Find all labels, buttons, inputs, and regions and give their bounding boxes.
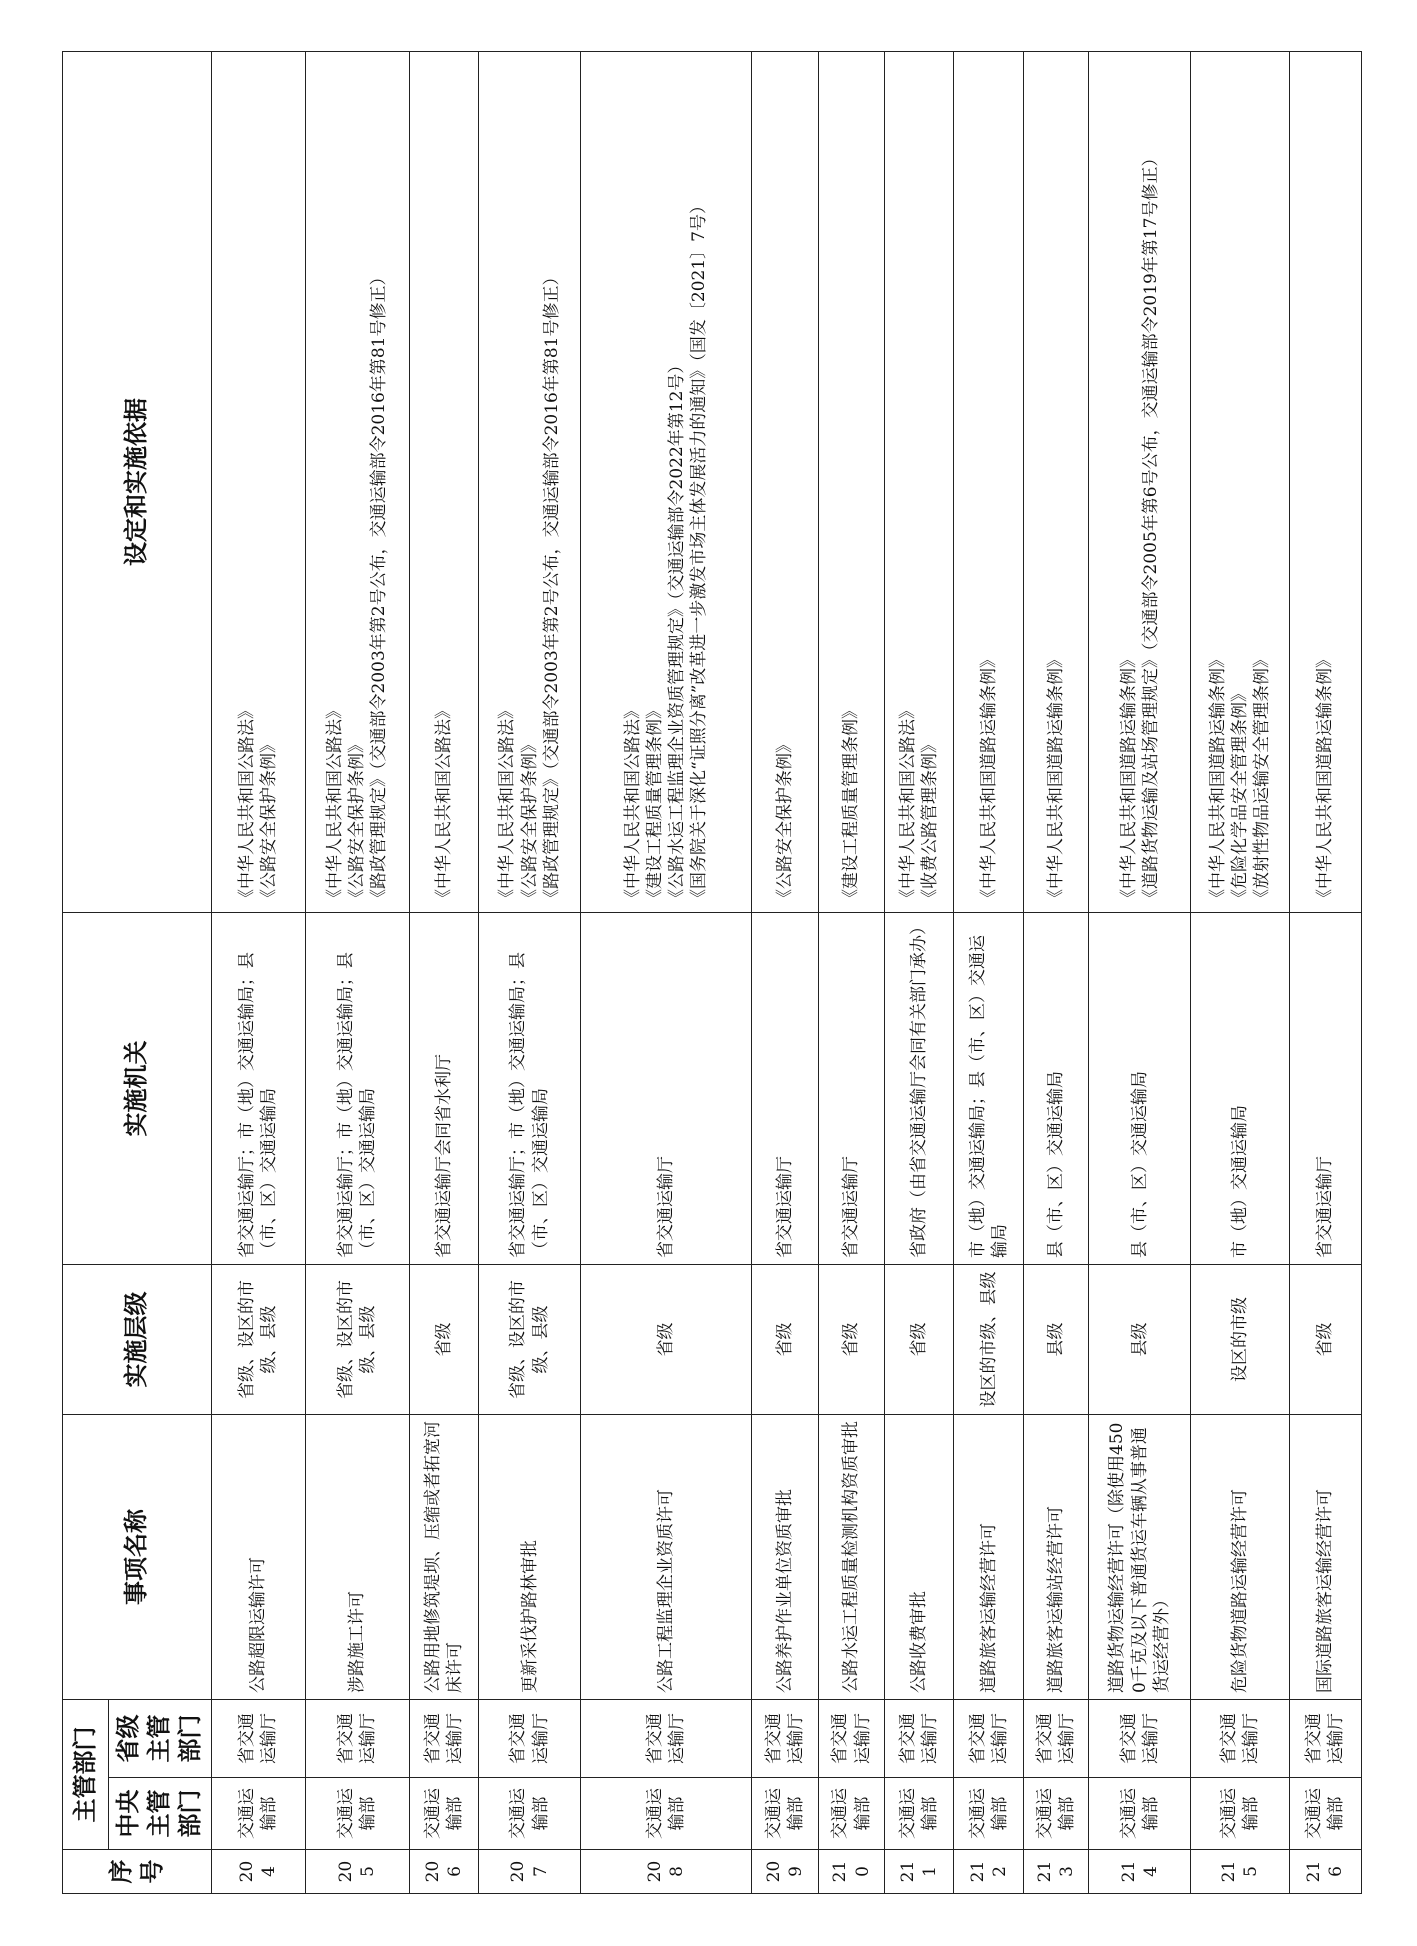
item-name-cell: 公路用地修筑堤坝、压缩或者拓宽河床许可 xyxy=(409,1415,479,1700)
table-row xyxy=(1024,52,1089,1894)
seq-cell: 205 xyxy=(306,1850,410,1894)
table-row xyxy=(884,52,954,1894)
basis-line: 《公路安全保护条例》 xyxy=(347,736,368,906)
level-cell: 省级、设区的市级、县级 xyxy=(211,1265,306,1415)
agency-cell: 市（地）交通运输局；县（市、区）交通运输局 xyxy=(954,913,1024,1265)
provincial-dept-cell: 省交通运输厅 xyxy=(306,1700,410,1778)
basis-cell xyxy=(1089,52,1190,913)
table-row xyxy=(1289,52,1361,1894)
basis-line: 《公路安全保护条例》 xyxy=(519,736,540,906)
agency-cell: 省交通运输厅；市（地）交通运输局；县（市、区）交通运输局 xyxy=(479,913,580,1265)
header-provincial: 省级主管部门 xyxy=(109,1700,212,1778)
central-dept-cell: 交通运输部 xyxy=(409,1778,479,1850)
table-row xyxy=(479,52,580,1894)
central-dept-cell: 交通运输部 xyxy=(211,1778,306,1850)
header-dept-group: 主管部门 xyxy=(63,1700,109,1850)
level-cell: 省级 xyxy=(751,1265,819,1415)
table-row xyxy=(819,52,884,1894)
seq-cell: 213 xyxy=(1024,1850,1089,1894)
seq-cell: 207 xyxy=(479,1850,580,1894)
administrative-licensing-table xyxy=(62,51,1362,1894)
provincial-dept-cell: 省交通运输厅 xyxy=(884,1700,954,1778)
basis-cell xyxy=(819,52,884,913)
item-name-cell: 公路养护作业单位资质审批 xyxy=(751,1415,819,1700)
basis-line: 《公路水运工程监理企业资质管理规定》（交通运输部令2022年第12号） xyxy=(666,356,687,906)
basis-line: 《中华人民共和国公路法》 xyxy=(497,702,518,906)
provincial-dept-cell: 省交通运输厅 xyxy=(479,1700,580,1778)
basis-line: 《建设工程质量管理条例》 xyxy=(841,702,862,906)
central-dept-cell: 交通运输部 xyxy=(306,1778,410,1850)
provincial-dept-cell: 省交通运输厅 xyxy=(1089,1700,1190,1778)
provincial-dept-cell: 省交通运输厅 xyxy=(819,1700,884,1778)
header-item: 事项名称 xyxy=(63,1415,212,1700)
central-dept-cell: 交通运输部 xyxy=(884,1778,954,1850)
table-row xyxy=(580,52,751,1894)
basis-cell xyxy=(211,52,306,913)
basis-cell xyxy=(306,52,410,913)
basis-cell xyxy=(1289,52,1361,913)
seq-cell: 216 xyxy=(1289,1850,1361,1894)
basis-line: 《中华人民共和国道路运输条例》 xyxy=(1118,651,1139,906)
level-cell: 设区的市级、县级 xyxy=(954,1265,1024,1415)
table-body xyxy=(211,52,1361,1894)
item-name-cell: 公路超限运输许可 xyxy=(211,1415,306,1700)
basis-line: 《中华人民共和国公路法》 xyxy=(237,702,258,906)
item-name-cell: 国际道路旅客运输经营许可 xyxy=(1289,1415,1361,1700)
central-dept-cell: 交通运输部 xyxy=(1289,1778,1361,1850)
level-cell: 省级 xyxy=(409,1265,479,1415)
basis-line: 《收费公路管理条例》 xyxy=(920,736,941,906)
basis-cell xyxy=(884,52,954,913)
header-row-1 xyxy=(63,52,109,1894)
seq-cell: 214 xyxy=(1089,1850,1190,1894)
basis-cell xyxy=(1024,52,1089,913)
basis-cell xyxy=(479,52,580,913)
agency-cell: 县（市、区）交通运输局 xyxy=(1024,913,1089,1265)
header-level: 实施层级 xyxy=(63,1265,212,1415)
basis-line: 《中华人民共和国公路法》 xyxy=(434,702,454,906)
agency-cell: 省交通运输厅 xyxy=(1289,913,1361,1265)
central-dept-cell: 交通运输部 xyxy=(751,1778,819,1850)
provincial-dept-cell: 省交通运输厅 xyxy=(211,1700,306,1778)
provincial-dept-cell: 省交通运输厅 xyxy=(580,1700,751,1778)
basis-cell xyxy=(751,52,819,913)
seq-cell: 210 xyxy=(819,1850,884,1894)
provincial-dept-cell: 省交通运输厅 xyxy=(751,1700,819,1778)
seq-cell: 211 xyxy=(884,1850,954,1894)
level-cell: 县级 xyxy=(1089,1265,1190,1415)
item-name-cell: 危险货物道路运输经营许可 xyxy=(1190,1415,1289,1700)
table-row xyxy=(211,52,306,1894)
seq-cell: 208 xyxy=(580,1850,751,1894)
seq-cell: 215 xyxy=(1190,1850,1289,1894)
basis-line: 《中华人民共和国道路运输条例》 xyxy=(978,651,999,906)
basis-line: 《中华人民共和国公路法》 xyxy=(325,702,346,906)
central-dept-cell: 交通运输部 xyxy=(580,1778,751,1850)
agency-cell: 省政府（由省交通运输厅会同有关部门承办） xyxy=(884,913,954,1265)
item-name-cell: 道路旅客运输站经营许可 xyxy=(1024,1415,1089,1700)
basis-cell xyxy=(580,52,751,913)
level-cell: 省级 xyxy=(819,1265,884,1415)
basis-line: 《公路安全保护条例》 xyxy=(775,736,796,906)
provincial-dept-cell: 省交通运输厅 xyxy=(1190,1700,1289,1778)
item-name-cell: 道路旅客运输经营许可 xyxy=(954,1415,1024,1700)
basis-line: 《中华人民共和国道路运输条例》 xyxy=(1315,651,1336,906)
central-dept-cell: 交通运输部 xyxy=(1190,1778,1289,1850)
central-dept-cell: 交通运输部 xyxy=(954,1778,1024,1850)
level-cell: 省级、设区的市级、县级 xyxy=(306,1265,410,1415)
level-cell: 省级 xyxy=(1289,1265,1361,1415)
item-name-cell: 公路水运工程质量检测机构资质审批 xyxy=(819,1415,884,1700)
header-agency: 实施机关 xyxy=(63,913,212,1265)
basis-line: 《国务院关于深化“证照分离”改革进一步激发市场主体发展活力的通知》（国发〔2021〕7号） xyxy=(688,197,709,906)
basis-cell xyxy=(954,52,1024,913)
item-name-cell: 公路收费审批 xyxy=(884,1415,954,1700)
level-cell: 设区的市级 xyxy=(1190,1265,1289,1415)
central-dept-cell: 交通运输部 xyxy=(1024,1778,1089,1850)
basis-line: 《放射性物品运输安全管理条例》 xyxy=(1251,651,1272,906)
basis-line: 《中华人民共和国道路运输条例》 xyxy=(1046,651,1067,906)
basis-line: 《中华人民共和国公路法》 xyxy=(622,702,643,906)
header-central: 中央主管部门 xyxy=(109,1778,212,1850)
table-row xyxy=(954,52,1024,1894)
provincial-dept-cell: 省交通运输厅 xyxy=(1024,1700,1089,1778)
basis-line: 《危险化学品安全管理条例》 xyxy=(1229,685,1250,906)
central-dept-cell: 交通运输部 xyxy=(479,1778,580,1850)
agency-cell: 省交通运输厅 xyxy=(580,913,751,1265)
table-row xyxy=(409,52,479,1894)
basis-line: 《路政管理规定》（交通部令2003年第2号公布，交通运输部令2016年第81号修正） xyxy=(541,268,562,906)
central-dept-cell: 交通运输部 xyxy=(1089,1778,1190,1850)
basis-line: 《建设工程质量管理条例》 xyxy=(644,702,665,906)
basis-cell xyxy=(409,52,479,913)
agency-cell: 省交通运输厅；市（地）交通运输局；县（市、区）交通运输局 xyxy=(211,913,306,1265)
provincial-dept-cell: 省交通运输厅 xyxy=(409,1700,479,1778)
agency-cell: 省交通运输厅 xyxy=(819,913,884,1265)
header-basis: 设定和实施依据 xyxy=(63,52,212,913)
agency-cell: 省交通运输厅；市（地）交通运输局；县（市、区）交通运输局 xyxy=(306,913,410,1265)
basis-line: 《路政管理规定》（交通部令2003年第2号公布，交通运输部令2016年第81号修正） xyxy=(369,268,390,906)
basis-line: 《道路货物运输及站场管理规定》（交通部令2005年第6号公布，交通运输部令2019年第17号修正） xyxy=(1140,149,1161,906)
item-name-cell: 涉路施工许可 xyxy=(306,1415,410,1700)
seq-cell: 204 xyxy=(211,1850,306,1894)
item-name-cell: 更新采伐护路林审批 xyxy=(479,1415,580,1700)
seq-cell: 209 xyxy=(751,1850,819,1894)
provincial-dept-cell: 省交通运输厅 xyxy=(954,1700,1024,1778)
table-row xyxy=(306,52,410,1894)
agency-cell: 县（市、区）交通运输局 xyxy=(1089,913,1190,1265)
seq-cell: 206 xyxy=(409,1850,479,1894)
level-cell: 省级 xyxy=(884,1265,954,1415)
level-cell: 省级、设区的市级、县级 xyxy=(479,1265,580,1415)
basis-line: 《公路安全保护条例》 xyxy=(259,736,280,906)
provincial-dept-cell: 省交通运输厅 xyxy=(1289,1700,1361,1778)
header-seq: 序号 xyxy=(63,1850,212,1894)
agency-cell: 省交通运输厅会同省水利厅 xyxy=(409,913,479,1265)
table-row xyxy=(751,52,819,1894)
level-cell: 县级 xyxy=(1024,1265,1089,1415)
item-name-cell: 道路货物运输经营许可（除使用4500千克及以下普通货运车辆从事普通货运经营外） xyxy=(1089,1415,1190,1700)
seq-cell: 212 xyxy=(954,1850,1024,1894)
item-name-cell: 公路工程监理企业资质许可 xyxy=(580,1415,751,1700)
basis-line: 《中华人民共和国道路运输条例》 xyxy=(1207,651,1228,906)
basis-line: 《中华人民共和国公路法》 xyxy=(897,702,918,906)
table-row xyxy=(1089,52,1190,1894)
table-row xyxy=(1190,52,1289,1894)
agency-cell: 市（地）交通运输局 xyxy=(1190,913,1289,1265)
agency-cell: 省交通运输厅 xyxy=(751,913,819,1265)
central-dept-cell: 交通运输部 xyxy=(819,1778,884,1850)
basis-cell xyxy=(1190,52,1289,913)
level-cell: 省级 xyxy=(580,1265,751,1415)
